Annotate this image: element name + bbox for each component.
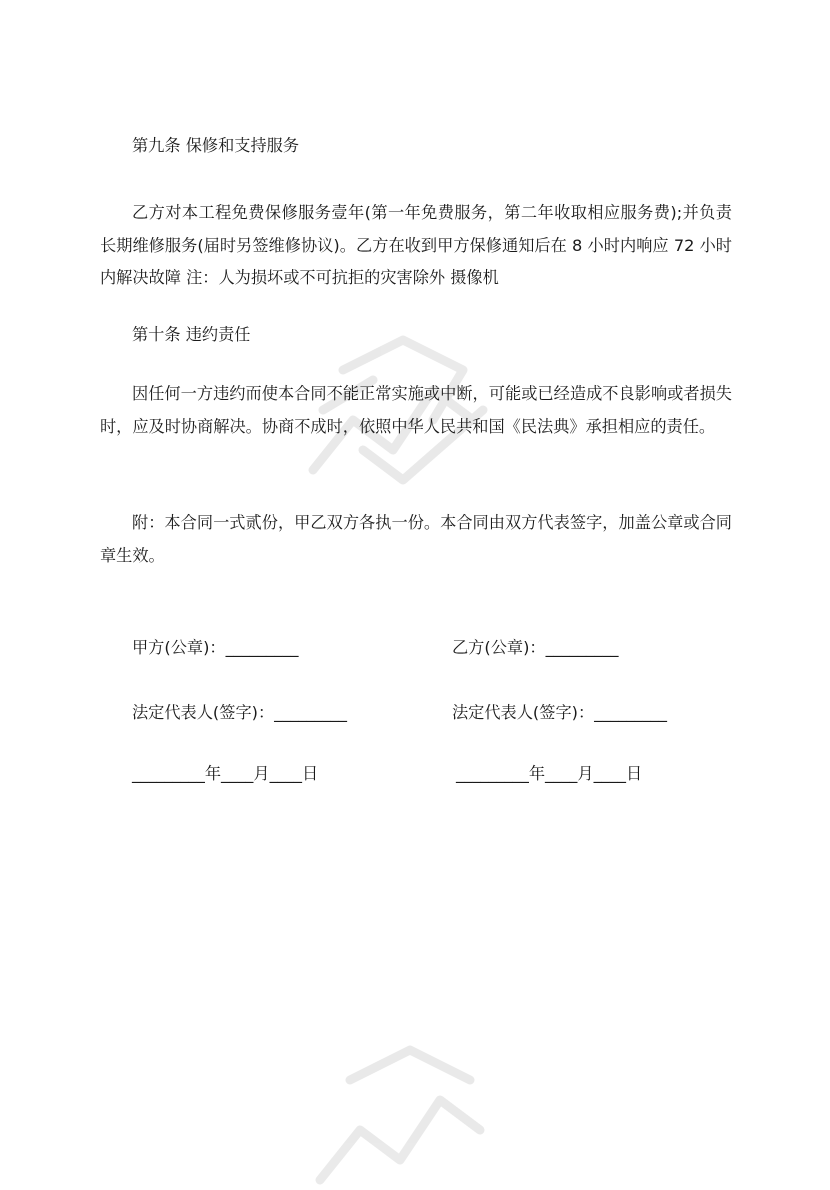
article-9-heading: 第九条 保修和支持服务 bbox=[132, 136, 300, 155]
party-b-seal-field: 乙方(公章)：_________ bbox=[452, 638, 619, 657]
party-a-date-field: _________年____月____日 bbox=[132, 764, 319, 783]
party-a-representative-field: 法定代表人(签字)：_________ bbox=[132, 703, 347, 722]
article-10-body: 因任何一方违约而使本合同不能正常实施或中断，可能或已经造成不良影响或者损失时，应及时协商解决。协商不成时，依照中华人民共和国《民法典》承担相应的责任。 bbox=[100, 384, 732, 436]
watermark-logo-bottom bbox=[290, 1040, 530, 1190]
article-9-body: 乙方对本工程免费保修服务壹年(第一年免费服务，第二年收取相应服务费);并负责长期维修服务(届时另签维修协议)。乙方在收到甲方保修通知后在 8 小时内响应 72 小时内解决故障 注：人为损坏或不可抗拒的灾害除外 摄像机 bbox=[100, 203, 732, 287]
article-10-heading: 第十条 违约责任 bbox=[132, 325, 251, 344]
party-a-seal-field: 甲方(公章)：_________ bbox=[132, 638, 299, 657]
party-b-date-field: _________年____月____日 bbox=[456, 764, 643, 783]
appendix-body: 附：本合同一式贰份，甲乙双方各执一份。本合同由双方代表签字，加盖公章或合同章生效。 bbox=[100, 513, 732, 565]
party-b-representative-field: 法定代表人(签字)：_________ bbox=[452, 703, 667, 722]
